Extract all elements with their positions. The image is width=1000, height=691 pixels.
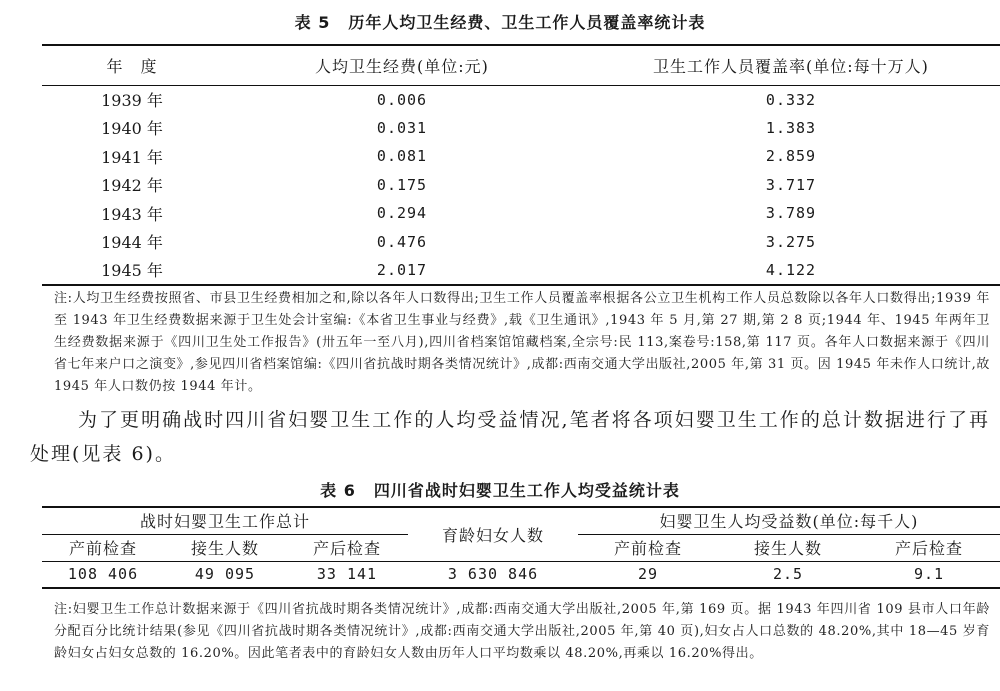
table5-header-coverage: 卫生工作人员覆盖率(单位:每十万人) bbox=[582, 45, 1000, 85]
expense-cell: 0.006 bbox=[376, 90, 428, 109]
year-cell: 1940 年 bbox=[101, 119, 163, 139]
coverage-cell: 3.717 bbox=[765, 175, 817, 194]
year-cell: 1941 年 bbox=[101, 147, 163, 167]
expense-cell: 2.017 bbox=[222, 256, 582, 285]
table6-group-totals: 战时妇婴卫生工作总计 bbox=[42, 507, 408, 534]
table6-value: 49 095 bbox=[164, 561, 286, 588]
expense-cell: 0.476 bbox=[376, 232, 428, 251]
table6-subheader: 接生人数 bbox=[164, 534, 286, 561]
table6-value: 108 406 bbox=[42, 561, 164, 588]
table-row bbox=[42, 199, 1000, 228]
year-cell: 1942 年 bbox=[101, 176, 163, 196]
table6 bbox=[42, 506, 1000, 589]
table6-value: 29 bbox=[578, 561, 718, 588]
table5-caption bbox=[0, 10, 1000, 33]
table5-title: 历年人均卫生经费、卫生工作人员覆盖率统计表 bbox=[348, 13, 706, 32]
table6-header-women: 育龄妇女人数 bbox=[408, 507, 578, 561]
table5-number: 表 5 bbox=[294, 13, 331, 32]
table5-header-expense: 人均卫生经费(单位:元) bbox=[222, 45, 582, 85]
table6-value: 3 630 846 bbox=[408, 561, 578, 588]
table6-group-header-row bbox=[42, 507, 1000, 534]
table6-value: 33 141 bbox=[286, 561, 408, 588]
table-row bbox=[42, 85, 1000, 114]
table-row bbox=[42, 114, 1000, 143]
year-cell: 1944 年 bbox=[101, 233, 163, 253]
table6-subheader: 接生人数 bbox=[718, 534, 858, 561]
coverage-cell: 2.859 bbox=[765, 147, 817, 166]
year-cell: 1943 年 bbox=[101, 204, 163, 224]
table-row bbox=[42, 561, 1000, 588]
coverage-cell: 3.275 bbox=[765, 232, 817, 251]
table6-group-benefit: 妇婴卫生人均受益数(单位:每千人) bbox=[578, 507, 1000, 534]
year-cell: 1945 年 bbox=[42, 256, 222, 285]
table-row bbox=[42, 142, 1000, 171]
table-row bbox=[42, 228, 1000, 257]
table6-caption bbox=[0, 478, 1000, 501]
coverage-cell: 4.122 bbox=[582, 256, 1000, 285]
expense-cell: 0.031 bbox=[376, 118, 428, 137]
table6-value: 9.1 bbox=[858, 561, 1000, 588]
table5 bbox=[42, 44, 1000, 286]
table6-value: 2.5 bbox=[718, 561, 858, 588]
table6-subheader: 产前检查 bbox=[42, 534, 164, 561]
table5-header-row bbox=[42, 45, 1000, 85]
coverage-cell: 3.789 bbox=[765, 204, 817, 223]
table5-note: 注:人均卫生经费按照省、市县卫生经费相加之和,除以各年人口数得出;卫生工作人员覆盖率根据各公立卫生机构工作人员总数除以各年人口数得出;1939 年至 1943 年卫生经费数据来源于卫生处会计室编:《本省卫生事业与经费》,载《卫生通讯》,1943 年 5 月,第 27 期,第 2 8 页;1944 年、1945 年两年卫生经费数据来源于《四川卫生处工作报告》(卅五年一至八月),四川省档案馆馆藏档案,全宗号:民 113,案卷号:158,第 117 页。各年人口数据来源于《四川省七年来户口之演变》,参见四川省档案馆编:《四川省抗战时期各类情况统计》,成都:西南交通大学出版社,2005 年,第 31 页。因 1945 年未作人口统计,故 1945 年人口数仍按 1944 年计。 bbox=[54, 291, 990, 394]
table-row bbox=[42, 171, 1000, 200]
expense-cell: 0.294 bbox=[376, 204, 428, 223]
body-paragraph: 为了更明确战时四川省妇婴卫生工作的人均受益情况,笔者将各项妇婴卫生工作的总计数据进行了再处理(见表 6)。 bbox=[30, 409, 990, 465]
table6-title: 四川省战时妇婴卫生工作人均受益统计表 bbox=[373, 481, 680, 500]
expense-cell: 0.081 bbox=[376, 147, 428, 166]
table6-number: 表 6 bbox=[320, 481, 356, 500]
year-cell: 1939 年 bbox=[101, 91, 163, 110]
table6-subheader: 产后检查 bbox=[286, 534, 408, 561]
table6-subheader: 产后检查 bbox=[858, 534, 1000, 561]
table6-subheader: 产前检查 bbox=[578, 534, 718, 561]
coverage-cell: 0.332 bbox=[765, 90, 817, 109]
table5-header-year: 年 度 bbox=[42, 45, 222, 85]
table6-note: 注:妇婴卫生工作总计数据来源于《四川省抗战时期各类情况统计》,成都:西南交通大学出版社,2005 年,第 169 页。据 1943 年四川省 109 县市人口年龄分配百分比统计结果(参见《四川省抗战时期各类情况统计》,成都:西南交通大学出版社,2005 年,第 40 页),妇女占人口总数的 48.20%,其中 18—45 岁育龄妇女占妇女总数的 16.20%。因此笔者表中的育龄妇女人数由历年人口平均数乘以 48.20%,再乘以 16.20%得出。 bbox=[54, 602, 990, 661]
coverage-cell: 1.383 bbox=[765, 118, 817, 137]
expense-cell: 0.175 bbox=[376, 175, 428, 194]
table-row bbox=[42, 256, 1000, 285]
